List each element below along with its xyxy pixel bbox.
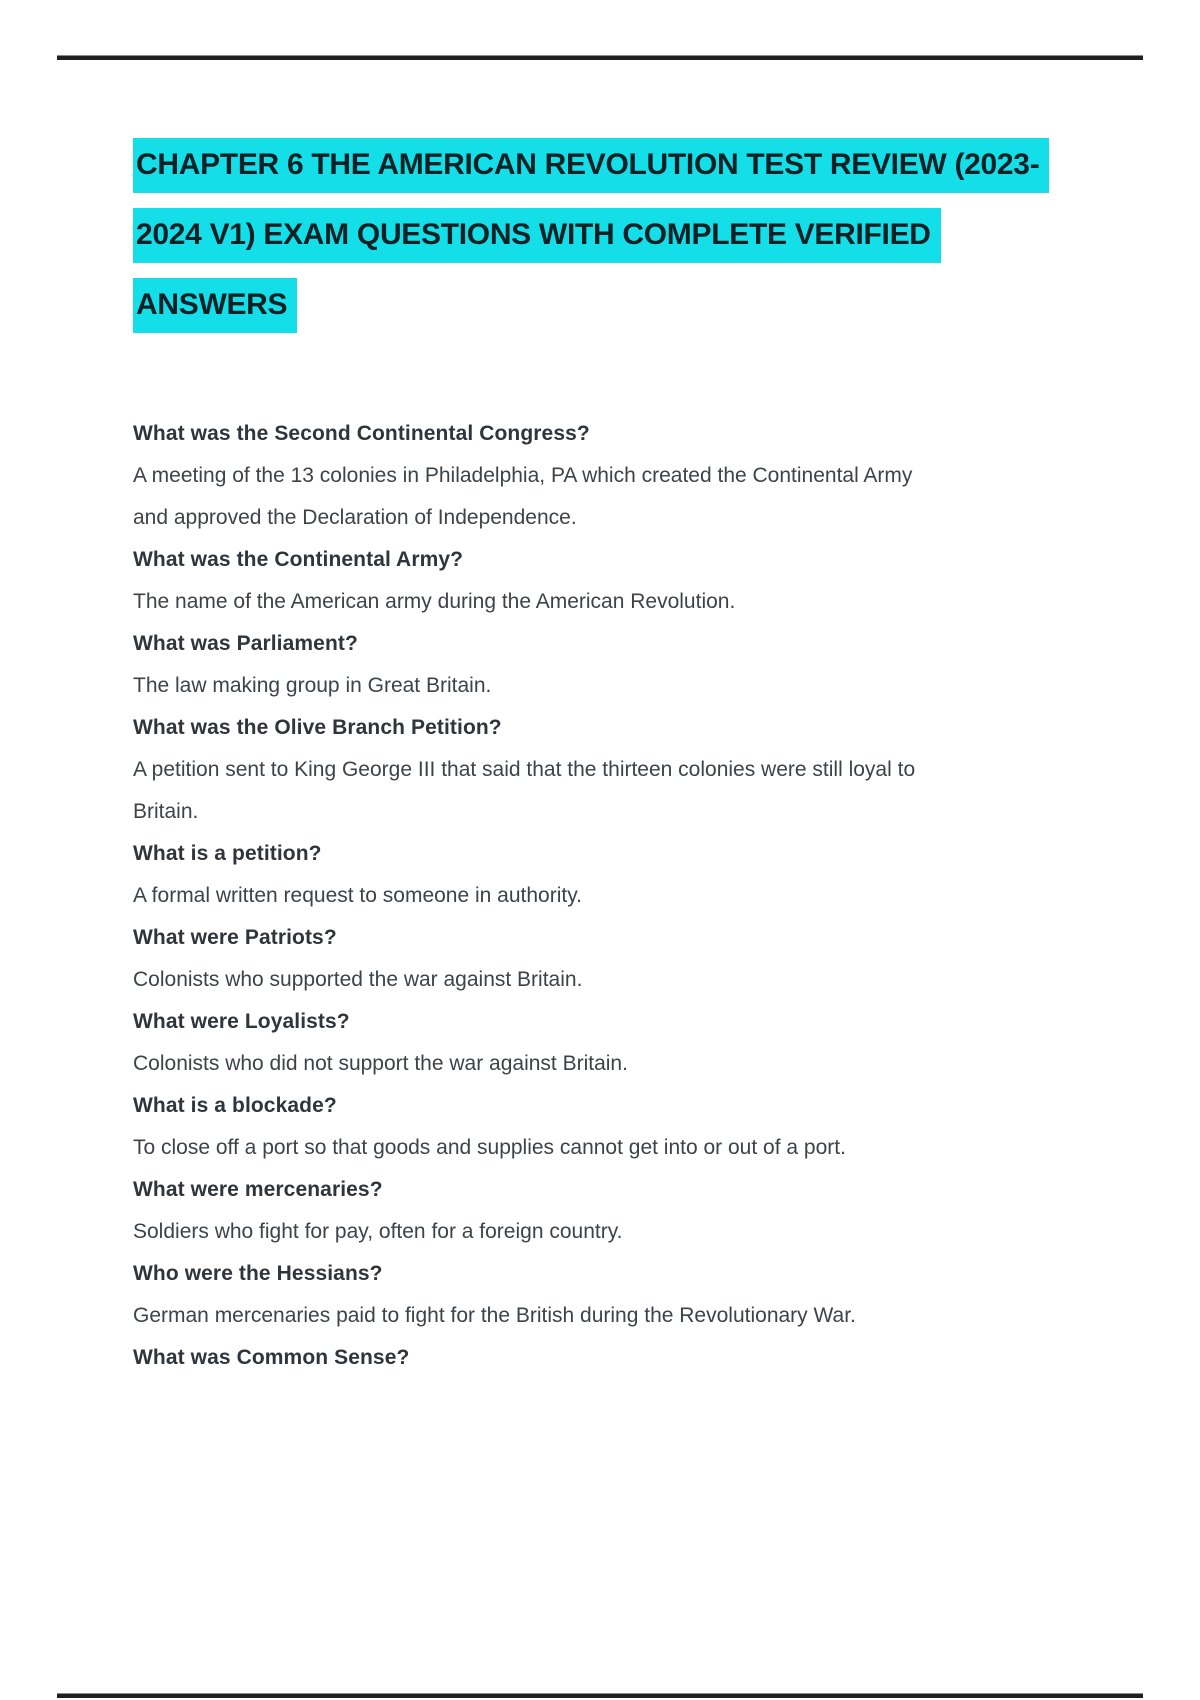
title-line: [133, 278, 1113, 333]
answer-text: A meeting of the 13 colonies in Philadelphia, PA which created the Continental Army: [133, 464, 913, 487]
question-text: What was the Continental Army?: [133, 548, 464, 571]
question-text: What was Common Sense?: [133, 1346, 410, 1369]
top-horizontal-rule: [57, 55, 1143, 60]
title-line-1-highlighted-text: CHAPTER 6 THE AMERICAN REVOLUTION TEST REVIEW (2023-: [133, 138, 1049, 193]
answer-text: The law making group in Great Britain.: [133, 674, 492, 697]
answer-text: A petition sent to King George III that said that the thirteen colonies were still loyal to: [133, 758, 916, 781]
question-text: What is a blockade?: [133, 1094, 337, 1117]
title-line-2-highlighted-text: 2024 V1) EXAM QUESTIONS WITH COMPLETE VERIFIED: [133, 208, 941, 263]
answer-text: German mercenaries paid to fight for the British during the Revolutionary War.: [133, 1304, 856, 1327]
question-text: Who were the Hessians?: [133, 1262, 383, 1285]
answer-text: The name of the American army during the American Revolution.: [133, 590, 736, 613]
question-text: What is a petition?: [133, 842, 322, 865]
question-text: What was the Second Continental Congress?: [133, 422, 590, 445]
answer-text: To close off a port so that goods and supplies cannot get into or out of a port.: [133, 1136, 846, 1159]
question-text: What was Parliament?: [133, 632, 358, 655]
bottom-horizontal-rule: [57, 1693, 1143, 1698]
question-text: What were mercenaries?: [133, 1178, 383, 1201]
answer-text: Soldiers who fight for pay, often for a foreign country.: [133, 1220, 623, 1243]
title-line: [133, 208, 1113, 263]
document-title: [133, 138, 1113, 348]
answer-text: Colonists who supported the war against Britain.: [133, 968, 583, 991]
question-text: What were Patriots?: [133, 926, 337, 949]
answer-text: and approved the Declaration of Independence.: [133, 506, 577, 529]
title-line: [133, 138, 1113, 193]
answer-text: A formal written request to someone in authority.: [133, 884, 582, 907]
question-text: What was the Olive Branch Petition?: [133, 716, 502, 739]
answer-text: Colonists who did not support the war against Britain.: [133, 1052, 628, 1075]
question-text: What were Loyalists?: [133, 1010, 350, 1033]
qa-list: [133, 413, 1073, 1379]
title-line-3-highlighted-text: ANSWERS: [133, 278, 297, 333]
answer-text: Britain.: [133, 800, 199, 823]
